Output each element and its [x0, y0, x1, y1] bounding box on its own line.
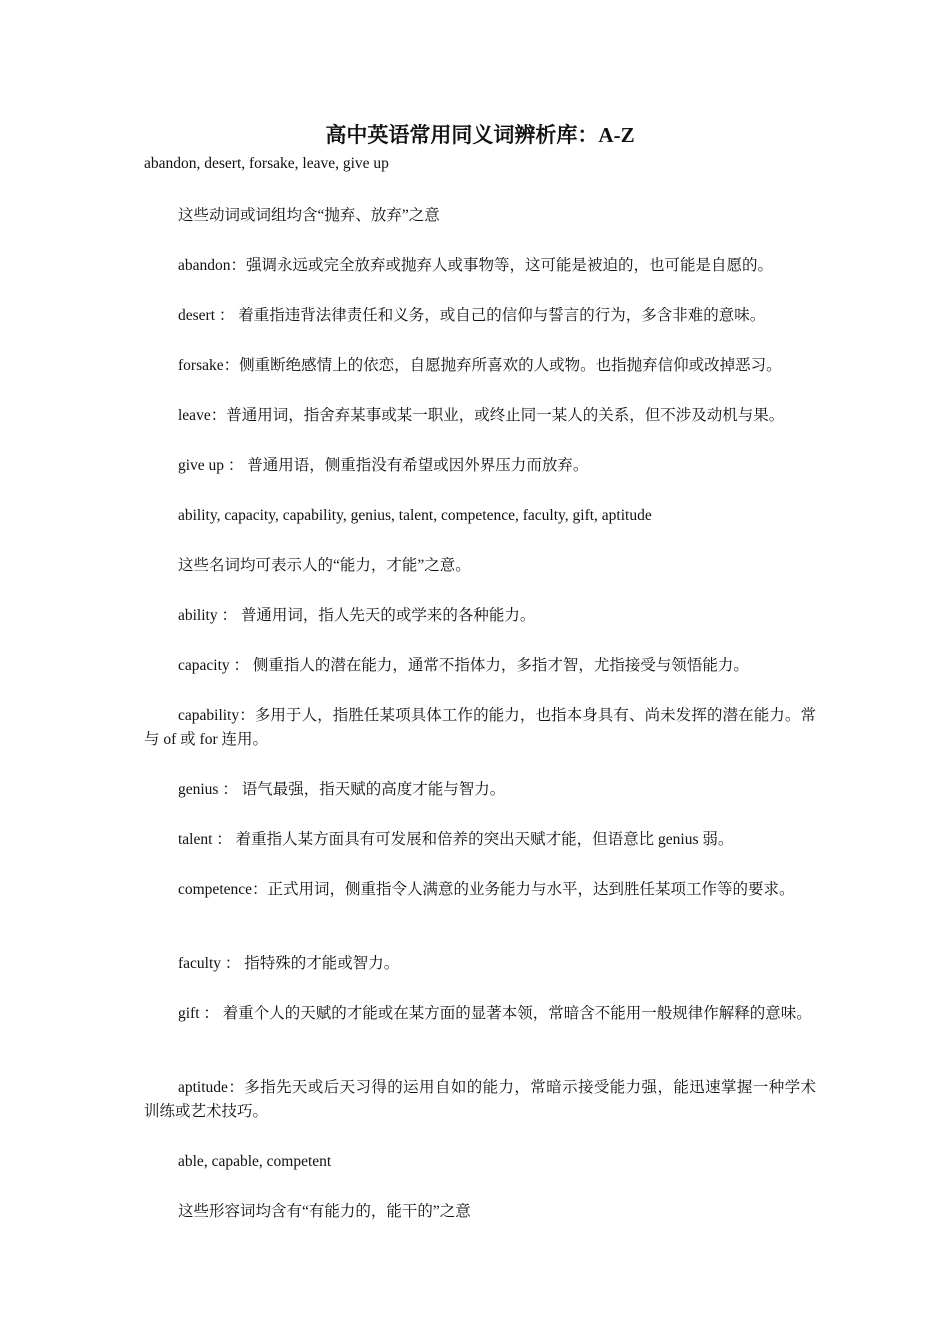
definition-talent: talent ： 着重指人某方面具有可发展和倍养的突出天赋才能，但语意比 genius 弱。 — [178, 831, 734, 848]
definition-leave: leave：普通用词，指舍弃某事或某一职业，或终止同一某人的关系，但不涉及动机与果。 — [178, 407, 785, 424]
definition-abandon: abandon：强调永远或完全放弃或抛弃人或事物等，这可能是被迫的，也可能是自愿的。 — [178, 257, 774, 274]
synonym-group-heading-ability: ability, capacity, capability, genius, talent, competence, faculty, gift, aptitude — [178, 507, 652, 524]
definition-gift: gift ： 着重个人的天赋的才能或在某方面的显著本领，常暗含不能用一般规律作解释的意味。 — [178, 1005, 812, 1022]
document-title: 高中英语常用同义词辨析库：A-Z — [325, 123, 635, 147]
group-intro-ability: 这些名词均可表示人的“能力，才能”之意。 — [178, 557, 471, 574]
definition-aptitude: aptitude：多指先天或后天习得的运用自如的能力，常暗示接受能力强，能迅速掌握一种学术训练或艺术技巧。 — [144, 1079, 816, 1120]
definition-desert: desert ： 着重指违背法律责任和义务，或自己的信仰与誓言的行为，多含非难的意味。 — [178, 307, 766, 324]
document-page — [144, 120, 816, 1224]
definition-genius: genius ： 语气最强，指天赋的高度才能与智力。 — [178, 781, 506, 798]
synonym-group-heading: abandon, desert, forsake, leave, give up — [144, 155, 389, 172]
definition-capability: capability：多用于人，指胜任某项具体工作的能力，也指本身具有、尚未发挥的潜在能力。常与 of 或 for 连用。 — [144, 707, 816, 748]
group-intro-able: 这些形容词均含有“有能力的，能干的”之意 — [178, 1203, 471, 1220]
definition-ability: ability ： 普通用词，指人先天的或学来的各种能力。 — [178, 607, 536, 624]
group-intro: 这些动词或词组均含“抛弃、放弃”之意 — [178, 207, 440, 224]
definition-competence: competence：正式用词，侧重指令人满意的业务能力与水平，达到胜任某项工作等的要求。 — [178, 881, 795, 898]
definition-faculty: faculty ： 指特殊的才能或智力。 — [178, 955, 400, 972]
definition-capacity: capacity ： 侧重指人的潜在能力，通常不指体力，多指才智，尤指接受与领悟能力。 — [178, 657, 749, 674]
synonym-group-heading-able: able, capable, competent — [178, 1153, 332, 1170]
definition-forsake: forsake：侧重断绝感情上的依恋，自愿抛弃所喜欢的人或物。也指抛弃信仰或改掉恶习。 — [178, 357, 782, 374]
definition-give-up: give up ： 普通用语，侧重指没有希望或因外界压力而放弃。 — [178, 457, 589, 474]
